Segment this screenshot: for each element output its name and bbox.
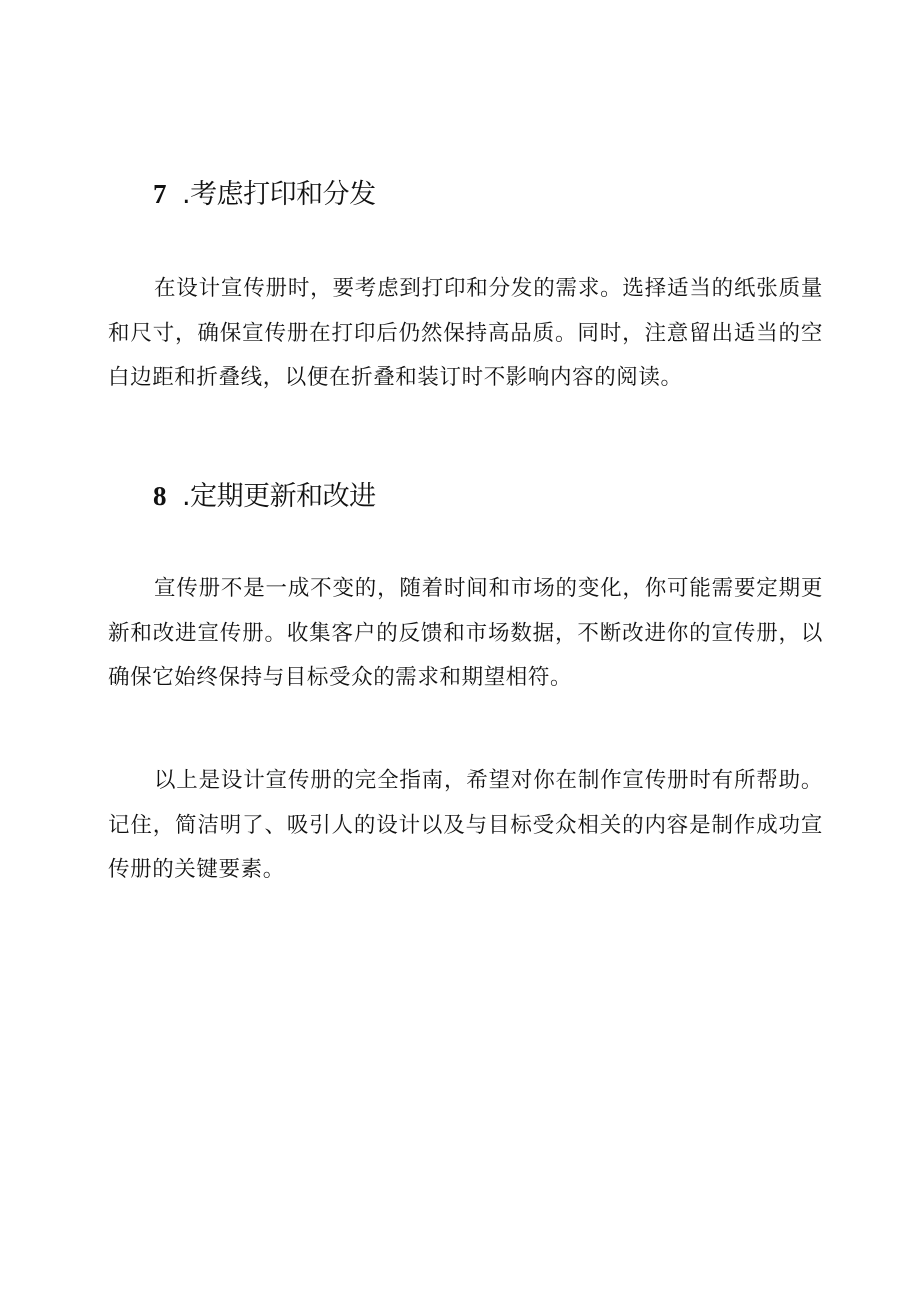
section-number: 7 bbox=[153, 179, 166, 209]
section-paragraph-7: 在设计宣传册时，要考虑到打印和分发的需求。选择适当的纸张质量和尺寸，确保宣传册在打印后仍然保持高品质。同时，注意留出适当的空白边距和折叠线，以便在折叠和装订时不影响内容的阅读。 bbox=[108, 276, 823, 390]
section-heading-7 bbox=[153, 176, 376, 213]
section-number: 8 bbox=[153, 481, 166, 511]
section-title: .考虑打印和分发 bbox=[182, 179, 376, 210]
section-heading-8 bbox=[153, 478, 376, 515]
section-paragraph-8: 宣传册不是一成不变的，随着时间和市场的变化，你可能需要定期更新和改进宣传册。收集客户的反馈和市场数据，不断改进你的宣传册，以确保它始终保持与目标受众的需求和期望相符。 bbox=[108, 576, 823, 690]
conclusion-paragraph: 以上是设计宣传册的完全指南，希望对你在制作宣传册时有所帮助。记住，简洁明了、吸引人的设计以及与目标受众相关的内容是制作成功宣传册的关键要素。 bbox=[108, 768, 823, 882]
section-title: .定期更新和改进 bbox=[182, 481, 376, 512]
